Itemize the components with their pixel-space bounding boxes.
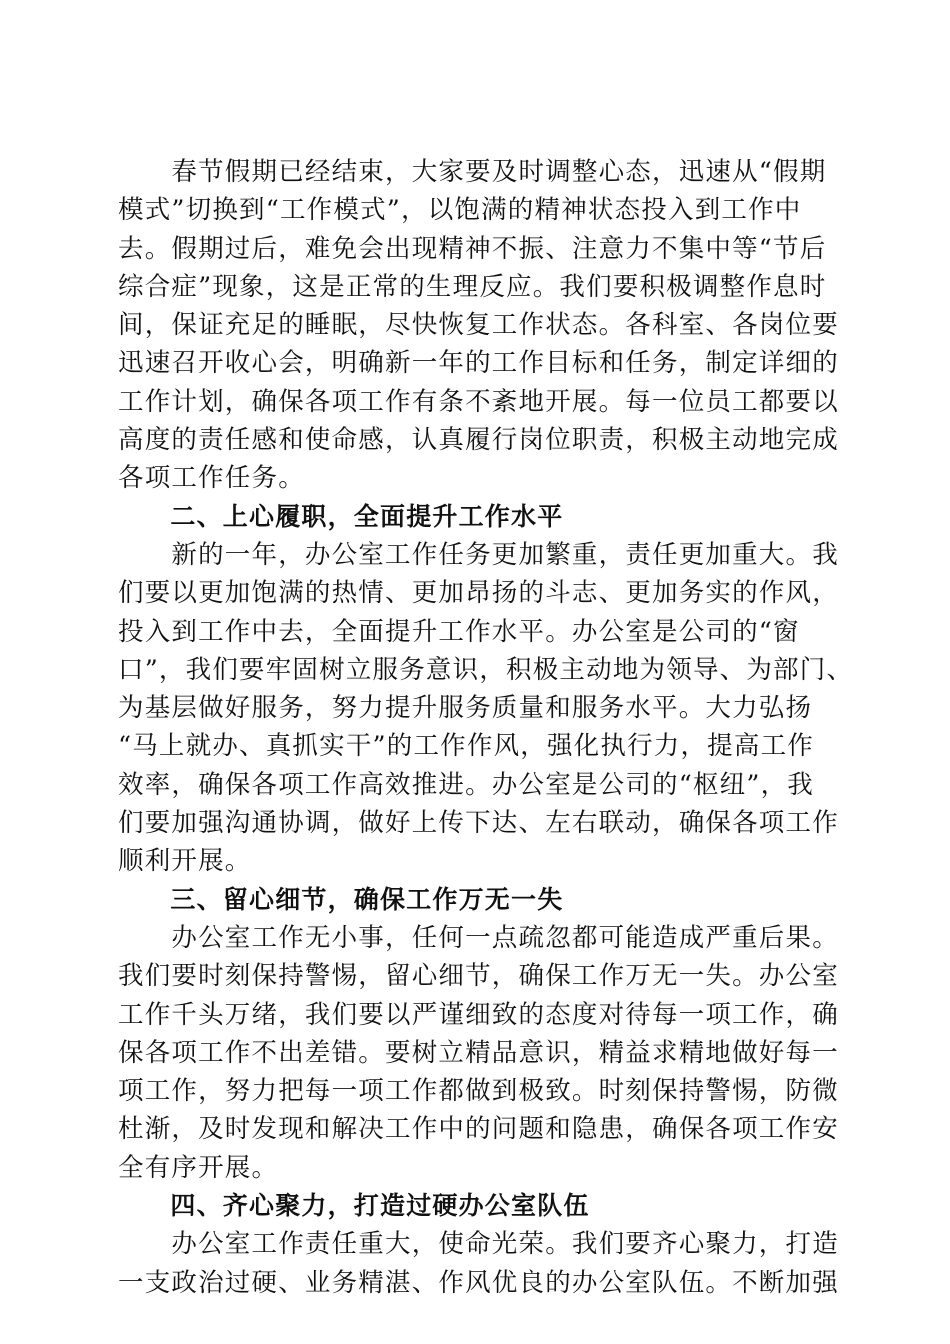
paragraph-line: 一支政治过硬、业务精湛、作风优良的办公室队伍。不断加强 (118, 1267, 839, 1298)
paragraph-line: 新的一年，办公室工作任务更加繁重，责任更加重大。我 (118, 539, 839, 570)
paragraph-line: 全有序开展。 (118, 1152, 279, 1183)
paragraph-line: 间，保证充足的睡眠，尽快恢复工作状态。各科室、各岗位要 (118, 310, 839, 341)
paragraph-line: 保各项工作不出差错。要树立精品意识，精益求精地做好每一 (118, 1037, 839, 1068)
paragraph-line: 效率，确保各项工作高效推进。办公室是公司的“枢纽”，我 (118, 769, 814, 800)
paragraph-line: 去。假期过后，难免会出现精神不振、注意力不集中等“节后 (118, 233, 827, 264)
paragraph-line: “马上就办、真抓实干”的工作作风，强化执行力，提高工作 (118, 731, 814, 762)
paragraph-line: 模式”切换到“工作模式”，以饱满的精神状态投入到工作中 (118, 195, 802, 226)
paragraph-line: 我们要时刻保持警惕，留心细节，确保工作万无一失。办公室 (118, 961, 839, 992)
section-heading-2: 二、上心履职，全面提升工作水平 (118, 501, 564, 531)
section-heading-4: 四、齐心聚力，打造过硬办公室队伍 (118, 1191, 590, 1221)
paragraph-line: 为基层做好服务，努力提升服务质量和服务水平。大力弘扬 (118, 693, 813, 724)
paragraph-line: 杜渐，及时发现和解决工作中的问题和隐患，确保各项工作安 (118, 1114, 839, 1145)
paragraph-line: 各项工作任务。 (118, 463, 305, 494)
paragraph-line: 办公室工作责任重大，使命光荣。我们要齐心聚力，打造 (118, 1229, 839, 1260)
paragraph-line: 项工作，努力把每一项工作都做到极致。时刻保持警惕，防微 (118, 1076, 839, 1107)
paragraph-line: 综合症”现象，这是正常的生理反应。我们要积极调整作息时 (118, 271, 827, 302)
paragraph-line: 迅速召开收心会，明确新一年的工作目标和任务，制定详细的 (118, 348, 839, 379)
paragraph-line: 办公室工作无小事，任何一点疏忽都可能造成严重后果。 (118, 922, 839, 953)
paragraph-line: 工作千头万绪，我们要以严谨细致的态度对待每一项工作，确 (118, 999, 839, 1030)
paragraph-line: 们要以更加饱满的热情、更加昂扬的斗志、更加务实的作风， (118, 578, 839, 609)
paragraph-line: 投入到工作中去，全面提升工作水平。办公室是公司的“窗 (118, 616, 800, 647)
paragraph-line: 工作计划，确保各项工作有条不紊地开展。每一位员工都要以 (118, 386, 839, 417)
paragraph-line: 顺利开展。 (118, 846, 252, 877)
section-heading-3: 三、留心细节，确保工作万无一失 (118, 884, 564, 914)
document-body (118, 153, 854, 1302)
paragraph-line: 口”，我们要牢固树立服务意识，积极主动地为领导、为部门、 (118, 654, 854, 685)
paragraph-line: 春节假期已经结束，大家要及时调整心态，迅速从“假期 (118, 157, 827, 187)
paragraph-line: 高度的责任感和使命感，认真履行岗位职责，积极主动地完成 (118, 425, 839, 456)
paragraph-line: 们要加强沟通协调，做好上传下达、左右联动，确保各项工作 (118, 808, 839, 839)
